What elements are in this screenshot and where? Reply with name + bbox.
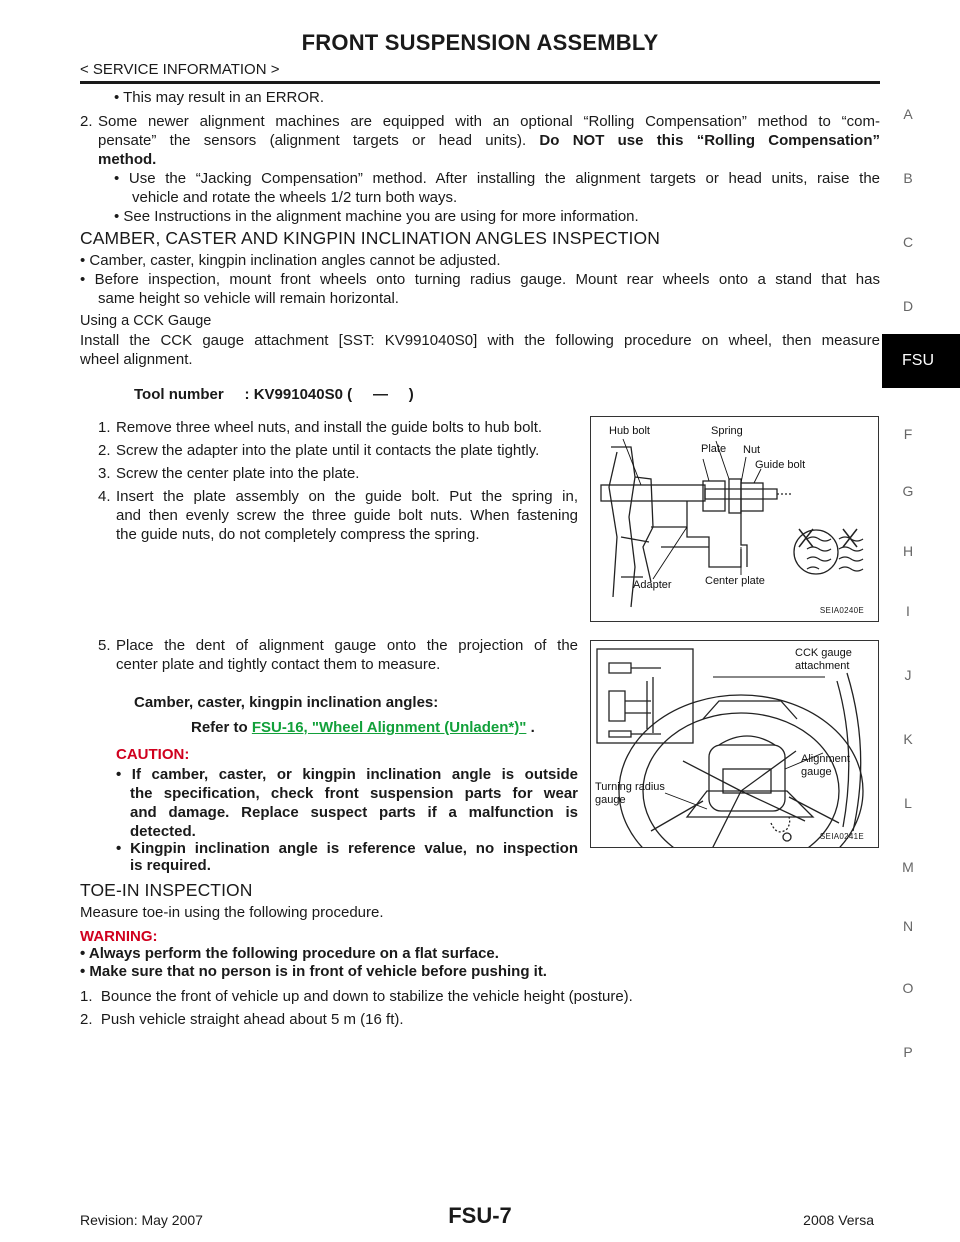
section-index-a[interactable]: A — [903, 106, 913, 122]
toe-in-intro: Measure toe-in using the following procedure. — [80, 904, 384, 921]
toe-in-heading: TOE-IN INSPECTION — [80, 880, 253, 900]
page-title: FRONT SUSPENSION ASSEMBLY — [301, 30, 659, 55]
camber-bullet-1: • Camber, caster, kingpin inclination angles cannot be adjusted. — [80, 252, 501, 269]
section-index-o[interactable]: O — [902, 980, 914, 996]
install-line-1: Install the CCK gauge attachment [SST: KV991040S0] with the following procedure on wheel, then measure — [80, 332, 880, 349]
toe-in-step-2: 2. Push vehicle straight ahead about 5 m (16 ft). — [80, 1011, 404, 1028]
footer-page-id: FSU-7 — [448, 1203, 512, 1228]
step-4-number: 4. — [98, 488, 111, 505]
label-hub-bolt: Hub bolt — [609, 425, 650, 437]
caution-1-line-4: detected. — [130, 823, 196, 840]
step-2-text-b: Screw the adapter into the plate until it contacts the plate tightly. — [116, 442, 540, 459]
step-2-line-1: Some newer alignment machines are equipped with an optional “Rolling Compensation” method to “com- — [98, 113, 880, 130]
header-divider — [80, 81, 880, 84]
label-guide-bolt: Guide bolt — [755, 459, 806, 471]
footer-model: 2008 Versa — [803, 1212, 874, 1228]
section-index-l[interactable]: L — [904, 795, 912, 811]
error-bullet: • This may result in an ERROR. — [114, 89, 325, 106]
step-5-line-2: center plate and tightly contact them to measure. — [116, 656, 441, 673]
step-4-line-1: Insert the plate assembly on the guide bolt. Put the spring in, — [116, 488, 578, 505]
step-1-number: 1. — [98, 419, 111, 436]
label-adapter: Adapter — [633, 579, 672, 591]
step-3-number: 3. — [98, 465, 111, 482]
jacking-bullet-line-1: • Use the “Jacking Compensation” method. After installing the alignment targets or head units, raise the — [114, 170, 880, 187]
label-spring: Spring — [711, 425, 743, 437]
footer-revision: Revision: May 2007 — [80, 1212, 203, 1228]
section-index-d[interactable]: D — [902, 298, 914, 314]
step-5-line-1: Place the dent of alignment gauge onto the projection of the — [116, 637, 578, 654]
figure-2-code: SEIA0241E — [819, 832, 864, 841]
section-index-g[interactable]: G — [902, 483, 914, 499]
step-2-number-b: 2. — [98, 442, 111, 459]
breadcrumb[interactable]: < SERVICE INFORMATION > — [80, 61, 280, 78]
label-alignment-line-1: Alignment — [801, 753, 850, 765]
label-alignment-line-2: gauge — [801, 766, 832, 778]
section-index-h[interactable]: H — [902, 543, 914, 559]
label-cck-gauge-line-2: attachment — [795, 660, 850, 672]
label-turning-line-2: gauge — [595, 794, 626, 806]
label-plate: Plate — [701, 443, 727, 455]
toe-in-step-1: 1. Bounce the front of vehicle up and down to stabilize the vehicle height (posture). — [80, 988, 633, 1005]
jacking-bullet-line-2: vehicle and rotate the wheels 1/2 turn both ways. — [132, 189, 458, 206]
section-index-b[interactable]: B — [903, 170, 913, 186]
caution-title: CAUTION: — [116, 746, 190, 763]
warning-1: • Always perform the following procedure on a flat surface. — [80, 945, 499, 962]
section-index-j[interactable]: J — [904, 667, 912, 683]
wheel-alignment-link[interactable]: FSU-16, "Wheel Alignment (Unladen*)" — [251, 719, 527, 736]
figure-cck-gauge-mounted — [590, 640, 879, 848]
label-turning-radius-gauge — [595, 781, 665, 807]
angles-label: Camber, caster, kingpin inclination angles: — [134, 694, 439, 711]
camber-heading: CAMBER, CASTER AND KINGPIN INCLINATION ANGLES INSPECTION — [80, 228, 660, 248]
step-2-number: 2. — [80, 113, 93, 130]
caution-1-line-2: the specification, check front suspension parts for wear — [130, 785, 578, 802]
install-line-2: wheel alignment. — [80, 351, 193, 368]
warning-2: • Make sure that no person is in front of vehicle before pushing it. — [80, 963, 547, 980]
section-index-p[interactable]: P — [903, 1044, 913, 1060]
step-4-line-3: the guide nuts, do not completely compress the spring. — [116, 526, 480, 543]
section-index-m[interactable]: M — [902, 859, 914, 875]
step-3-text: Screw the center plate into the plate. — [116, 465, 360, 482]
tool-number: Tool number : KV991040S0 ( — ) — [134, 386, 414, 403]
section-index-f[interactable]: F — [903, 426, 913, 442]
caution-2-line-2: is required. — [130, 857, 211, 874]
refer-to-text: Refer to — [191, 719, 248, 736]
step-4-line-2: and then evenly screw the three guide bolt nuts. When fastening — [116, 507, 578, 524]
section-index-n[interactable]: N — [902, 918, 914, 934]
step-2-text: pensate” the sensors (alignment targets or head units). — [98, 132, 527, 149]
figure-guide-bolt-assembly — [590, 416, 879, 622]
step-2-line-2 — [98, 131, 880, 150]
section-index-i[interactable]: I — [906, 603, 910, 619]
label-cck-gauge — [795, 647, 852, 673]
step-5-number: 5. — [98, 637, 111, 654]
instructions-bullet: • See Instructions in the alignment machine you are using for more information. — [114, 208, 639, 225]
warning-title: WARNING: — [80, 928, 158, 945]
refer-period: . — [530, 719, 535, 736]
caution-1-line-3: and damage. Replace suspect parts if a malfunction is — [130, 804, 578, 821]
camber-bullet-2-line-2: same height so vehicle will remain horizontal. — [98, 290, 399, 307]
label-center-plate: Center plate — [705, 575, 765, 587]
caution-2-line-1: • Kingpin inclination angle is reference value, no inspection — [116, 840, 578, 857]
rolling-compensation-warning: Do NOT use this “Rolling Compensation” — [539, 132, 880, 149]
label-alignment-gauge — [801, 753, 850, 779]
step-1-text: Remove three wheel nuts, and install the guide bolts to hub bolt. — [116, 419, 543, 436]
cck-gauge-subheading: Using a CCK Gauge — [80, 313, 212, 329]
label-nut: Nut — [743, 444, 761, 456]
camber-bullet-2-line-1: • Before inspection, mount front wheels onto turning radius gauge. Mount rear wheels onto a stand that has — [80, 271, 880, 288]
section-index-c[interactable]: C — [902, 234, 914, 250]
angles-reference — [191, 718, 535, 737]
label-cck-gauge-line-1: CCK gauge — [795, 647, 852, 659]
figure-1-code: SEIA0240E — [819, 606, 864, 615]
section-index-k[interactable]: K — [903, 731, 913, 747]
section-tab-fsu[interactable]: FSU — [882, 334, 960, 388]
caution-1-line-1: • If camber, caster, or kingpin inclination angle is outside — [116, 766, 578, 783]
label-turning-line-1: Turning radius — [595, 781, 665, 793]
step-2-line-3: method. — [98, 151, 157, 168]
